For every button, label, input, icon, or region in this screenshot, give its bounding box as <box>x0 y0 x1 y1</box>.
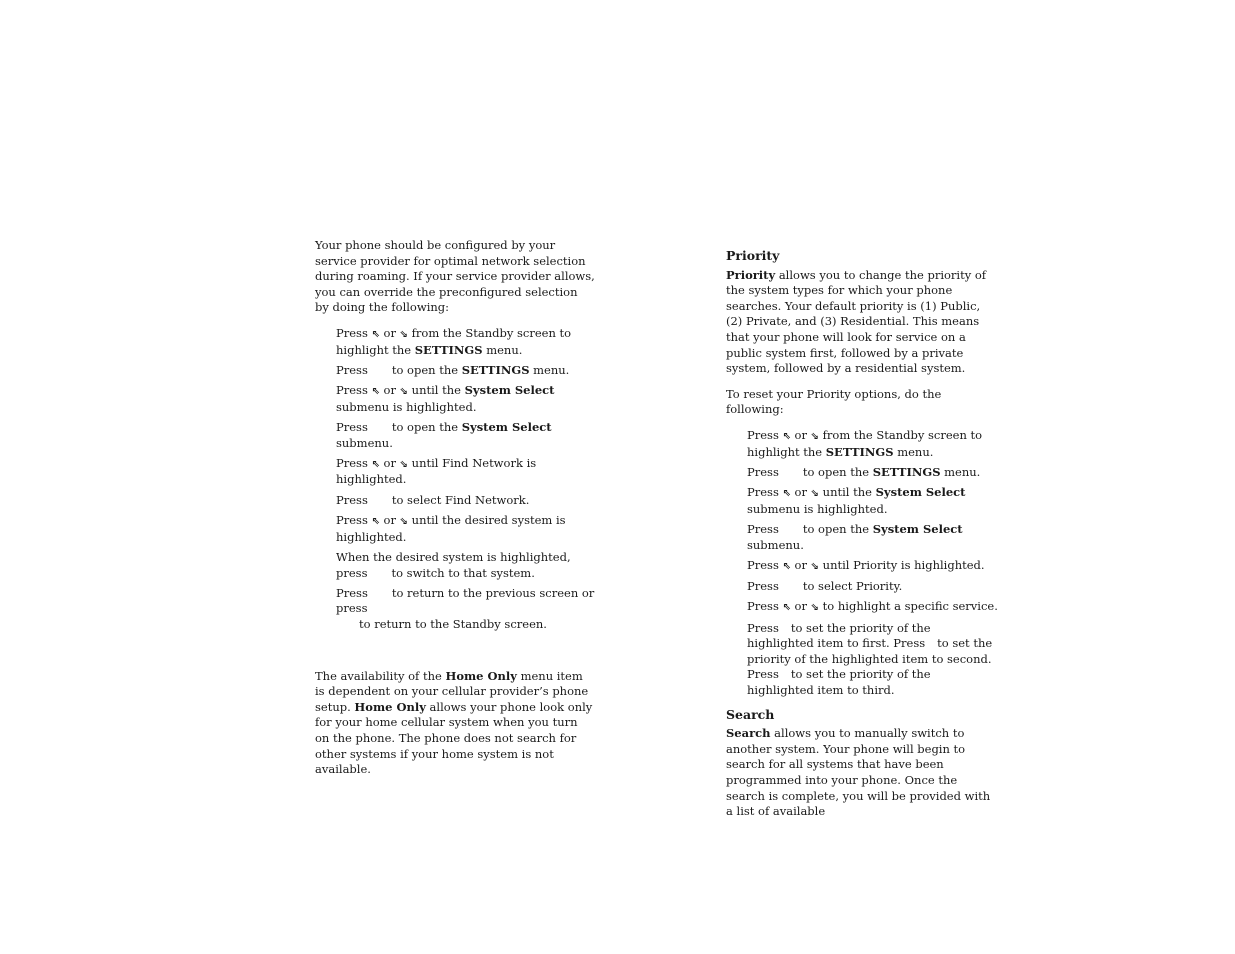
down-arrow-icon: ⇘ <box>399 386 409 398</box>
step-item: Press ⇖ or ⇘ until the desired system is highlighted. <box>336 513 566 544</box>
up-arrow-icon: ⇖ <box>371 386 380 398</box>
down-arrow-icon: ⇘ <box>399 328 409 340</box>
up-arrow-icon: ⇖ <box>782 430 791 442</box>
down-arrow-icon: ⇘ <box>810 488 820 500</box>
step-item: When the desired system is highlighted, press to switch to that system. <box>336 549 571 580</box>
step-item: Press ⇖ or ⇘ to highlight a specific service. <box>747 599 998 614</box>
left-column <box>315 238 595 778</box>
down-arrow-icon: ⇘ <box>399 458 409 470</box>
search-paragraph: Search allows you to manually switch to another system. Your phone will begin to search for all systems that have been programmed into your phone. Once the search is complete, you will be provided with a list of available <box>726 726 991 819</box>
right-column <box>726 248 998 820</box>
step-item: Press to return to the previous screen or press to return to the Standby screen. <box>336 585 595 631</box>
up-arrow-icon: ⇖ <box>371 516 380 528</box>
step-item: Press ⇖ or ⇘ from the Standby screen to highlight the SETTINGS menu. <box>747 427 983 459</box>
priority-steps <box>747 428 998 699</box>
step-item: Press to open the System Select submenu. <box>747 521 963 552</box>
step-item: Press ⇖ or ⇘ until the System Select submenu is highlighted. <box>747 485 966 516</box>
step-item: Press ⇖ or ⇘ until Priority is highlighted. <box>747 557 985 572</box>
find-network-steps <box>336 326 595 633</box>
step-item: Press to open the SETTINGS menu. <box>747 464 981 479</box>
up-arrow-icon: ⇖ <box>782 602 791 614</box>
step-item: Press to select Priority. <box>747 579 903 594</box>
down-arrow-icon: ⇘ <box>810 430 820 442</box>
step-item: Press ⇖ or ⇘ from the Standby screen to highlight the SETTINGS menu. <box>336 325 572 357</box>
intro-paragraph: Your phone should be configured by your service provider for optimal network selection during roaming. If your service provider allows, you can override the preconfigured selection by doing the following: <box>315 238 595 315</box>
step-item: Press to set the priority of the highlighted item to first. Press to set the priority of the highlighted item to second. Press to set the priority of the highlighted item to third. <box>747 620 993 698</box>
down-arrow-icon: ⇘ <box>810 560 820 572</box>
step-item: Press ⇖ or ⇘ until the System Select submenu is highlighted. <box>336 383 555 414</box>
end-key-icon <box>336 617 359 631</box>
down-arrow-icon: ⇘ <box>810 602 820 614</box>
step-item: Press to select Find Network. <box>336 492 530 507</box>
reset-intro: To reset your Priority options, do the following: <box>726 386 942 417</box>
step-item: Press to open the System Select submenu. <box>336 420 552 450</box>
up-arrow-icon: ⇖ <box>371 328 380 340</box>
up-arrow-icon: ⇖ <box>782 560 791 572</box>
search-heading: Search <box>726 706 775 722</box>
up-arrow-icon: ⇖ <box>782 488 791 500</box>
priority-paragraph: Priority allows you to change the priority of the system types for which your phone searches. Your default priority is (1) Public, (2) Private, and (3) Residential. This means that your phone will look for service on a public system first, followed by a private system, followed by a residential system. <box>726 267 987 376</box>
down-arrow-icon: ⇘ <box>399 516 409 528</box>
priority-heading: Priority <box>726 248 780 263</box>
step-item: Press ⇖ or ⇘ until Find Network is highlighted. <box>336 455 537 487</box>
step-item: Press to open the SETTINGS menu. <box>336 362 570 377</box>
home-only-paragraph: The availability of the Home Only menu item is dependent on your cellular provider’s phone setup. Home Only allows your phone look only for your home cellular system when you turn on the phone. The phone does not search for other systems if your home system is not available. <box>315 668 593 777</box>
up-arrow-icon: ⇖ <box>371 458 380 470</box>
